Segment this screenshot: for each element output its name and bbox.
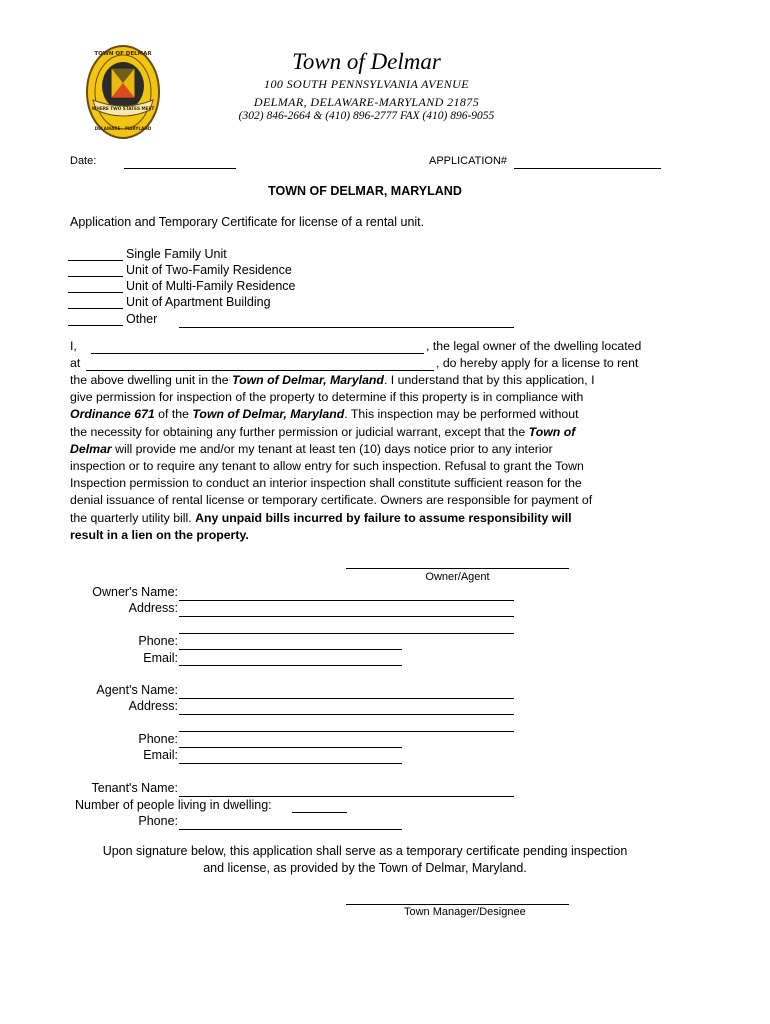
agent-name-label: Agent's Name: [96,683,178,697]
agent-address-field-1[interactable] [179,701,514,715]
letterhead-address2: DELMAR, DELAWARE-MARYLAND 21875 [253,95,480,109]
tenant-people-field[interactable] [292,799,347,813]
letterhead-phones: (302) 846-2664 & (410) 896-2777 FAX (410) 896-9055 [238,110,495,122]
tenant-phone-field[interactable] [179,816,402,830]
date-field[interactable] [124,155,236,169]
owner-name-field[interactable] [179,587,514,601]
owner-email-label: Email: [143,651,178,665]
letterhead-title: Town of Delmar [292,49,441,74]
owner-address-field-2[interactable] [179,620,514,634]
unit-type-two-family-label: Unit of Two-Family Residence [126,263,292,277]
owner-agent-caption: Owner/Agent [425,571,490,583]
owner-address-label: Address: [128,601,178,615]
town-manager-signature-line[interactable] [346,891,569,905]
agent-email-field[interactable] [179,750,402,764]
unit-type-apartment-label: Unit of Apartment Building [126,295,271,309]
declaration-line-1b: , the legal owner of the dwelling located [426,339,642,353]
owner-agent-signature-line[interactable] [346,555,569,569]
agent-address-label: Address: [128,699,178,713]
closing-line-1: Upon signature below, this application shall serve as a temporary certificate pending inspection [102,844,628,858]
date-label: Date: [70,155,97,167]
unit-type-single-label: Single Family Unit [126,247,227,261]
declaration-line-4: give permission for inspection of the property to determine if this property is in compliance with [70,390,584,404]
owner-phone-field[interactable] [179,636,402,650]
declaration-line-2: at [70,356,81,370]
unit-type-checkbox-single[interactable] [68,247,123,261]
unit-type-checkbox-two-family[interactable] [68,263,123,277]
seal-ring-text-bottom: DELAWARE · MARYLAND [94,126,152,131]
declaration-line-2b: , do hereby apply for a license to rent [436,356,639,370]
closing-line-2: and license, as provided by the Town of Delmar, Maryland. [203,861,527,875]
owner-email-field[interactable] [179,652,402,666]
tenant-people-label: Number of people living in dwelling: [75,798,272,812]
agent-email-label: Email: [143,748,178,762]
agent-name-field[interactable] [179,685,514,699]
owner-phone-label: Phone: [138,634,178,648]
town-seal-logo [84,42,162,142]
unit-type-other-label: Other [126,312,158,326]
owner-address-field-1[interactable] [179,603,514,617]
owner-name-label: Owner's Name: [92,585,178,599]
agent-address-field-2[interactable] [179,718,514,732]
unit-type-checkbox-multi-family[interactable] [68,279,123,293]
unit-type-multi-family-label: Unit of Multi-Family Residence [126,279,296,293]
declaration-line-9: Inspection permission to conduct an interior inspection shall constitute sufficient reason for the [70,476,582,490]
tenant-phone-label: Phone: [138,814,178,828]
declaration-line-5: Ordinance 671 of the Town of Delmar, Maryland. This inspection may be performed without [70,407,579,421]
unit-type-checkbox-other[interactable] [68,312,123,326]
agent-phone-label: Phone: [138,732,178,746]
application-number-label: APPLICATION# [429,155,508,167]
seal-banner-text: WHERE TWO STATES MEET [91,106,155,111]
declaration-line-10: denial issuance of rental license or temporary certificate. Owners are responsible for payment of [70,493,593,507]
form-title: TOWN OF DELMAR, MARYLAND [268,184,462,198]
declaration-line-7: Delmar will provide me and/or my tenant at least ten (10) days notice prior to any interior [70,442,553,456]
tenant-name-field[interactable] [179,783,514,797]
tenant-name-label: Tenant's Name: [91,781,178,795]
owner-name-inline-field[interactable] [91,340,424,354]
form-intro: Application and Temporary Certificate for license of a rental unit. [70,215,425,229]
seal-ring-text-top: TOWN OF DELMAR [94,51,152,57]
application-number-field[interactable] [514,155,661,169]
declaration-line-11: the quarterly utility bill. Any unpaid bills incurred by failure to assume responsibility will [70,511,572,525]
letterhead-address1: 100 SOUTH PENNSYLVANIA AVENUE [264,77,469,91]
town-manager-caption: Town Manager/Designee [404,906,526,918]
dwelling-address-inline-field[interactable] [86,357,434,371]
declaration-line-12: result in a lien on the property. [70,528,249,542]
declaration-line-3: the above dwelling unit in the Town of Delmar, Maryland. I understand that by this application, I [70,373,595,387]
unit-type-other-field[interactable] [179,314,514,328]
unit-type-checkbox-apartment[interactable] [68,295,123,309]
declaration-line-6: the necessity for obtaining any further permission or judicial warrant, except that the Town of [70,425,576,439]
declaration-line-8: inspection or to require any tenant to allow entry for such inspection. Refusal to grant the Town [70,459,584,473]
agent-phone-field[interactable] [179,734,402,748]
declaration-line-1: I, [70,339,77,353]
